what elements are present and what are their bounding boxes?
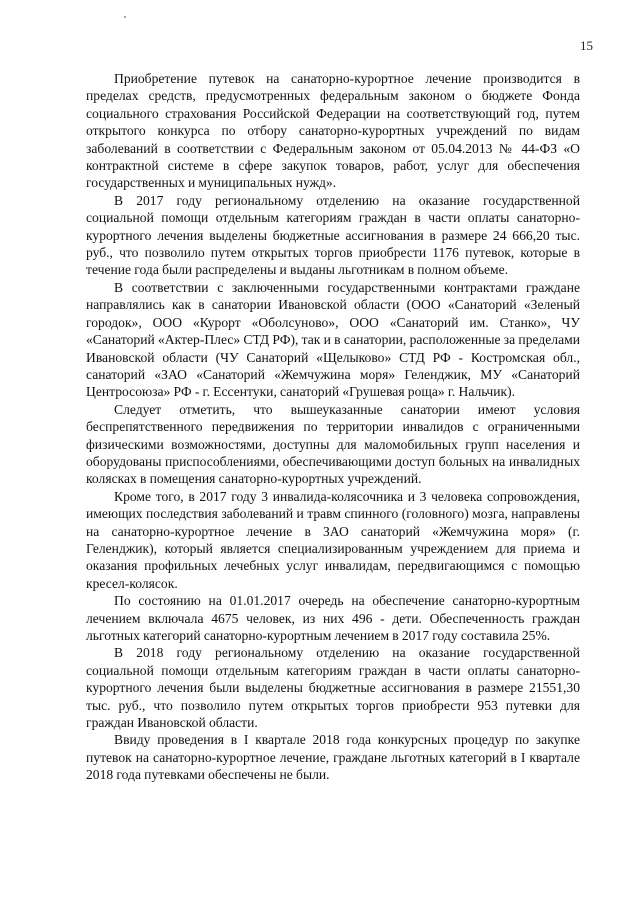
scan-speck: [124, 16, 126, 18]
page-number: 15: [580, 38, 593, 53]
paragraph-2018-funding: В 2018 году региональному отделению на оказание государственной социальной помощи отдельным категориям граждан в части оплаты санаторно-курортного лечения были выделены бюджетные ассигнования в размере 21551,30 тыс. руб., что позволило путем открытых торгов приобрести 953 путевки для граждан Ивановской области.: [86, 645, 580, 731]
paragraph-wheelchair-users: Кроме того, в 2017 году 3 инвалида-колясочника и 3 человека сопровождения, имеющих последствия заболеваний и травм спинного (головного) мозга, направлены на санаторно-курортное лечение в ЗАО санаторий «Жемчужина моря» (г. Геленджик), который является специализированным учреждением для приема и оказания профильных лечебных услуг инвалидам, передвигающимся с помощью кресел-колясок.: [86, 488, 580, 591]
document-body: [86, 70, 580, 784]
paragraph-sanatoriums-list: В соответствии с заключенными государственными контрактами граждане направлялись как в санатории Ивановской области (ООО «Санаторий «Зеленый городок», ООО «Курорт «Оболсуново», ООО «Санаторий им. Станко», ЧУ «Санаторий «Актер-Плес» СТД РФ), так и в санатории, расположенные за пределами Ивановской области (ЧУ Санаторий «Щелыково» СТД РФ - Костромская обл., санаторий «ЗАО «Санаторий «Жемчужина моря» Геленджик, МУ «Санаторий Центросоюза» РФ - г. Ессентуки, санаторий «Грушевая роща» г. Нальчик).: [86, 279, 580, 400]
paragraph-voucher-procurement: Приобретение путевок на санаторно-курортное лечение производится в пределах средств, предусмотренных федеральным законом о бюджете Фонда социального страхования Российской Федерации на соответствующий год, путем открытого конкурса по отбору санаторно-курортных учреждений по видам заболеваний в соответствии с Федеральным законом от 05.04.2013 № 44-ФЗ «О контрактной системе в сфере закупок товаров, работ, услуг для обеспечения государственных и муниципальных нужд».: [86, 71, 580, 191]
paragraph-2017-funding: В 2017 году региональному отделению на оказание государственной социальной помощи отдельным категориям граждан в части оплаты санаторно-курортного лечения выделены бюджетные ассигнования в размере 24 666,20 тыс. руб., что позволило путем открытых торгов приобрести 1176 путевок, которые в течение года были распределены и выданы льготникам в полном объеме.: [86, 192, 580, 278]
paragraph-accessibility: Следует отметить, что вышеуказанные санатории имеют условия беспрепятственного передвижения по территории инвалидов с ограниченными физическими возможностями, доступны для маломобильных групп населения и оборудованы приспособлениями, обеспечивающими доступ больных на инвалидных колясках в помещения санаторно-курортных учреждений.: [86, 401, 580, 487]
paragraph-q1-2018: Ввиду проведения в I квартале 2018 года конкурсных процедур по закупке путевок на санаторно-курортное лечение, граждане льготных категорий в I квартале 2018 года путевками обеспечены не были.: [86, 732, 580, 783]
paragraph-queue-status: По состоянию на 01.01.2017 очередь на обеспечение санаторно-курортным лечением включала 4675 человек, из них 496 - дети. Обеспеченность граждан льготных категорий санаторно-курортным лечением в 2017 году составила 25%.: [86, 593, 580, 643]
